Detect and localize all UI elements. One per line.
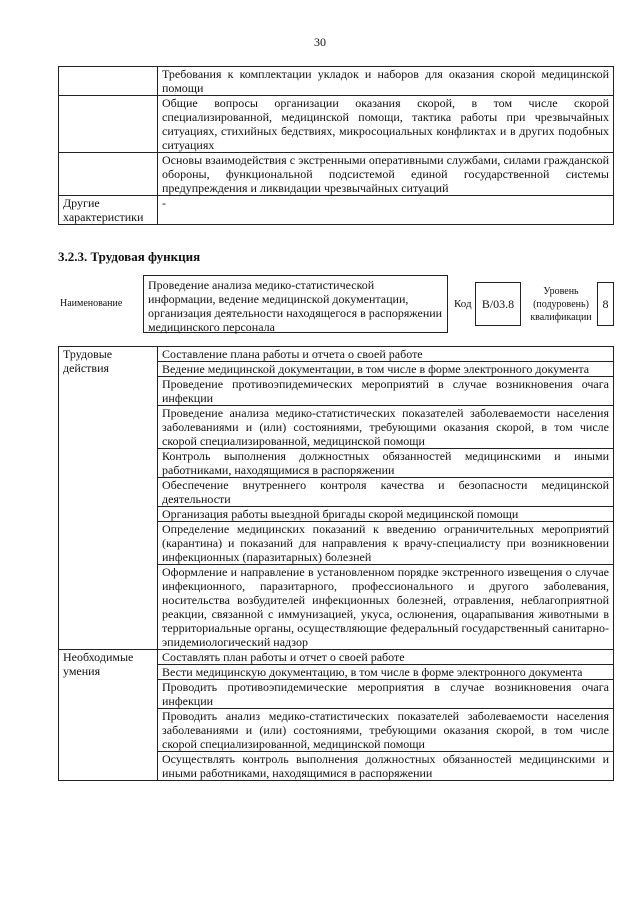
list-item: Составление плана работы и отчета о своей работе	[158, 347, 614, 362]
name-label: Наименование	[60, 298, 123, 309]
labor-function-table	[58, 346, 614, 781]
section-title: 3.2.3. Трудовая функция	[58, 249, 201, 264]
list-item: Проводить противоэпидемические мероприятия в случае возникновения очага инфекции	[158, 680, 614, 709]
level-value-box: 8	[597, 282, 614, 326]
group-label: Трудовые действия	[59, 347, 158, 650]
list-item: Вести медицинскую документацию, в том числе в форме электронного документа	[158, 665, 614, 680]
list-item: Осуществлять контроль выполнения должностных обязанностей медицинскими и иными работниками, находящимися в распоряжении	[158, 752, 614, 781]
row-text: Общие вопросы организации оказания скорой, в том числе скорой специализированной, медицинской помощи, тактика работы при чрезвычайных ситуациях, стихийных бедствиях, микросоциальных конфликтах и в других подобных ситуациях	[158, 96, 614, 153]
level-label: Уровень (подуровень) квалификации	[530, 286, 592, 323]
row-text: Требования к комплектации укладок и наборов для оказания скорой медицинской помощи	[158, 67, 614, 96]
list-item: Проводить анализ медико-статистических показателей заболеваемости населения заболеваниями и (или) состояниями, требующими оказания скорой, в том числе скорой специализированной, медицинской помощи	[158, 709, 614, 752]
list-item: Проведение противоэпидемических мероприятий в случае возникновения очага инфекции	[158, 377, 614, 406]
list-item: Контроль выполнения должностных обязанностей медицинскими и иными работниками, находящимися в распоряжении	[158, 449, 614, 478]
row-text: -	[158, 196, 614, 225]
list-item: Определение медицинских показаний к введению ограничительных мероприятий (карантина) и показаний для направления к врачу-специалисту при возникновении инфекционных (паразитарных) болезней	[158, 522, 614, 565]
table-row	[59, 347, 614, 362]
table-row	[59, 96, 614, 153]
group-labor-actions	[59, 347, 614, 650]
competency-table-continued	[58, 66, 614, 225]
code-label: Код	[454, 298, 472, 310]
row-label	[59, 153, 158, 196]
list-item: Ведение медицинской документации, в том числе в форме электронного документа	[158, 362, 614, 377]
list-item: Проведение анализа медико-статистических показателей заболеваемости населения заболеваниями и (или) состояниями, требующими оказания скорой, в том числе скорой специализированной, медицинской помощи	[158, 406, 614, 449]
table-row	[59, 650, 614, 665]
row-label	[59, 96, 158, 153]
row-label	[59, 67, 158, 96]
list-item: Обеспечение внутреннего контроля качества и безопасности медицинской деятельности	[158, 478, 614, 507]
group-label: Необходимые умения	[59, 650, 158, 781]
list-item: Составлять план работы и отчет о своей работе	[158, 650, 614, 665]
function-name-box: Проведение анализа медико-статистической информации, ведение медицинской документации, организация деятельности находящегося в распоряжении медицинского персонала	[143, 275, 448, 333]
table-row	[59, 196, 614, 225]
row-label: Другие характеристики	[59, 196, 158, 225]
list-item: Оформление и направление в установленном порядке экстренного извещения о случае инфекционного, паразитарного, профессионального и другого заболевания, носительства возбудителей инфекционных болезней, отравления, неблагоприятной реакции, связанной с иммунизацией, укуса, ослюнения, оцарапывания животными в территориальные органы, осуществляющие федеральный государственный санитарно-эпидемиологический надзор	[158, 565, 614, 650]
table-row	[59, 153, 614, 196]
code-value-box: B/03.8	[475, 282, 521, 326]
row-text: Основы взаимодействия с экстренными оперативными службами, силами гражданской обороны, функциональной подсистемой единой государственной системы предупреждения и ликвидации чрезвычайных ситуаций	[158, 153, 614, 196]
group-required-skills	[59, 650, 614, 781]
page-number: 30	[314, 35, 326, 49]
table-row	[59, 67, 614, 96]
list-item: Организация работы выездной бригады скорой медицинской помощи	[158, 507, 614, 522]
